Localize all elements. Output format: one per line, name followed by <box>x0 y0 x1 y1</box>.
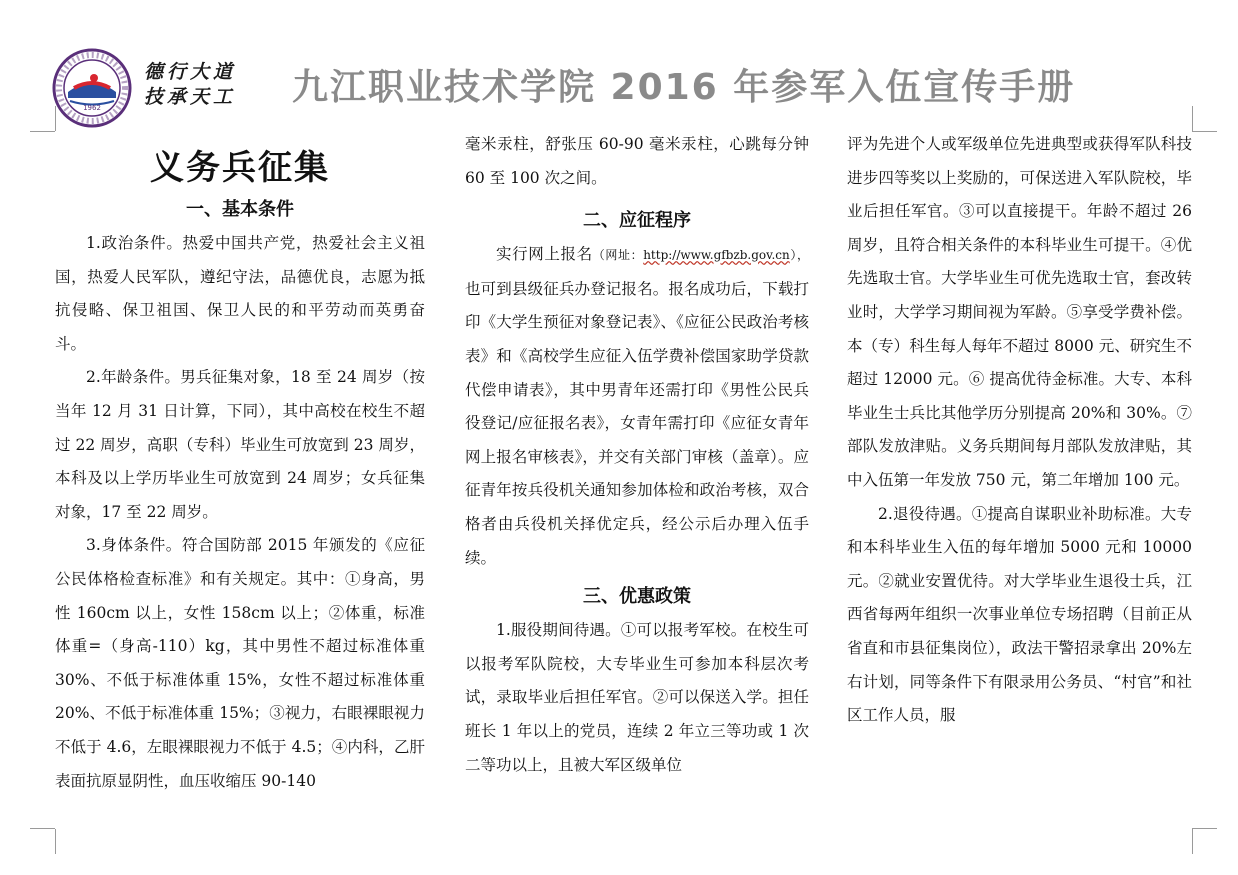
text-column-1 <box>55 128 425 798</box>
section-heading-basic-conditions: 一、基本条件 <box>186 199 294 220</box>
section-heading-preferential-policies: 三、优惠政策 <box>583 586 691 608</box>
text-column-2 <box>465 128 809 782</box>
paragraph-service-benefits-continued: 评为先进个人或军级单位先进典型或获得军队科技进步四等奖以上奖励的，可保送进入军队院校，毕业后担任军官。③可以直接提干。年龄不超过 26 周岁，且符合相关条件的本科毕业生可提干。④优先选取士官。大学毕业生可优先选取士官，套改转业时，大学学习期间视为军龄。⑤享受学费补偿。本（专）科生每人每年不超过 8000 元、研究生不超过 12000 元。⑥ 提高优待金标准。大专、本科毕业生士兵比其他学历分别提高 20%和 30%。⑦部队发放津贴。义务兵期间每月部队发放津贴，其中入伍第一年发放 750 元，第二年增加 100 元。 <box>847 135 1192 489</box>
section-heading-enlistment-procedure: 二、应征程序 <box>583 210 691 232</box>
paragraph-physical-conditions: 3.身体条件。符合国防部 2015 年颁发的《应征公民体格检查标准》和有关规定。其中：①身高，男性 160cm 以上，女性 158cm 以上；②体重，标准体重=（身高-110）kg，其中男性不超过标准体重 30%、不低于标准体重 15%，女性不超过标准体重 20%、不低于标准体重 15%；③视力，右眼裸眼视力不低于 4.6，左眼裸眼视力不低于 4.5；④内科，乙肝表面抗原显阴性，血压收缩压 90-140 <box>55 536 425 790</box>
crop-mark <box>1192 131 1217 132</box>
crop-mark <box>1192 106 1193 131</box>
crop-mark <box>1192 828 1217 829</box>
paragraph-procedure <box>465 238 809 575</box>
motto-line: 技承天工 <box>144 86 237 108</box>
text-column-3 <box>847 128 1192 733</box>
paragraph-retirement-benefits: 2.退役待遇。①提高自谋职业补助标准。大专和本科毕业生入伍的每年增加 5000 元和 10000 元。②就业安置优待。对大学毕业生退役士兵，江西省每两年组织一次事业单位专场招聘（目前正从省直和市县征集岗位），政法干警招录拿出 20%左右计划，同等条件下有限录用公务员、“村官”和社区工作人员，服 <box>847 504 1192 725</box>
enlistment-url-link[interactable]: http://www.gfbzb.gov.cn <box>643 248 790 263</box>
crop-mark <box>30 131 55 132</box>
crop-mark <box>30 828 55 829</box>
motto-line: 德行大道 <box>144 61 237 83</box>
main-title: 义务兵征集 <box>150 148 330 188</box>
url-close-paren: ）， <box>789 248 809 263</box>
paragraph-service-benefits: 1.服役期间待遇。①可以报考军校。在校生可以报考军队院校，大专毕业生可参加本科层次考试，录取毕业后担任军官。②可以保送入学。担任班长 1 年以上的党员，连续 2 年立三等功或 1 次二等功以上，且被大军区级单位 <box>465 621 809 774</box>
procedure-body-text: 也可到县级征兵办登记报名。报名成功后，下载打印《大学生预征对象登记表》、《应征公民政治考核表》和《高校学生应征入伍学费补偿国家助学贷款代偿申请表》，其中男青年还需打印《男性公民兵役登记/应征报名表》，女青年需打印《应征女青年网上报名审核表》，并交有关部门审核（盖章）。应征青年按兵役机关通知参加体检和政治考核，双合格者由兵役机关择优定兵，经公示后办理入伍手续。 <box>465 279 809 567</box>
paragraph-political-conditions: 1.政治条件。热爱中国共产党，热爱社会主义祖国，热爱人民军队，遵纪守法，品德优良，志愿为抵抗侵略、保卫祖国、保卫人民的和平劳动而英勇奋斗。 <box>55 234 425 353</box>
paragraph-age-conditions: 2.年龄条件。男兵征集对象，18 至 24 周岁（按当年 12 月 31 日计算，下同），其中高校在校生不超过 22 周岁，高职（专科）毕业生可放宽到 23 周岁，本科及以上学历毕业生可放宽到 24 周岁；女兵征集对象，17 至 22 周岁。 <box>55 368 425 521</box>
logo-year: 1962 <box>83 104 101 112</box>
paragraph-physical-conditions-continued: 毫米汞柱，舒张压 60-90 毫米汞柱，心跳每分钟 60 至 100 次之间。 <box>465 135 809 187</box>
url-open-paren: （网址： <box>592 248 644 263</box>
college-motto <box>144 60 254 110</box>
crop-mark <box>55 829 56 854</box>
crop-mark <box>1192 829 1193 854</box>
college-logo <box>52 48 132 128</box>
procedure-lead-text: 实行网上报名 <box>496 245 593 264</box>
document-header-title: 九江职业技术学院 2016 年参军入伍宣传手册 <box>292 67 1076 108</box>
